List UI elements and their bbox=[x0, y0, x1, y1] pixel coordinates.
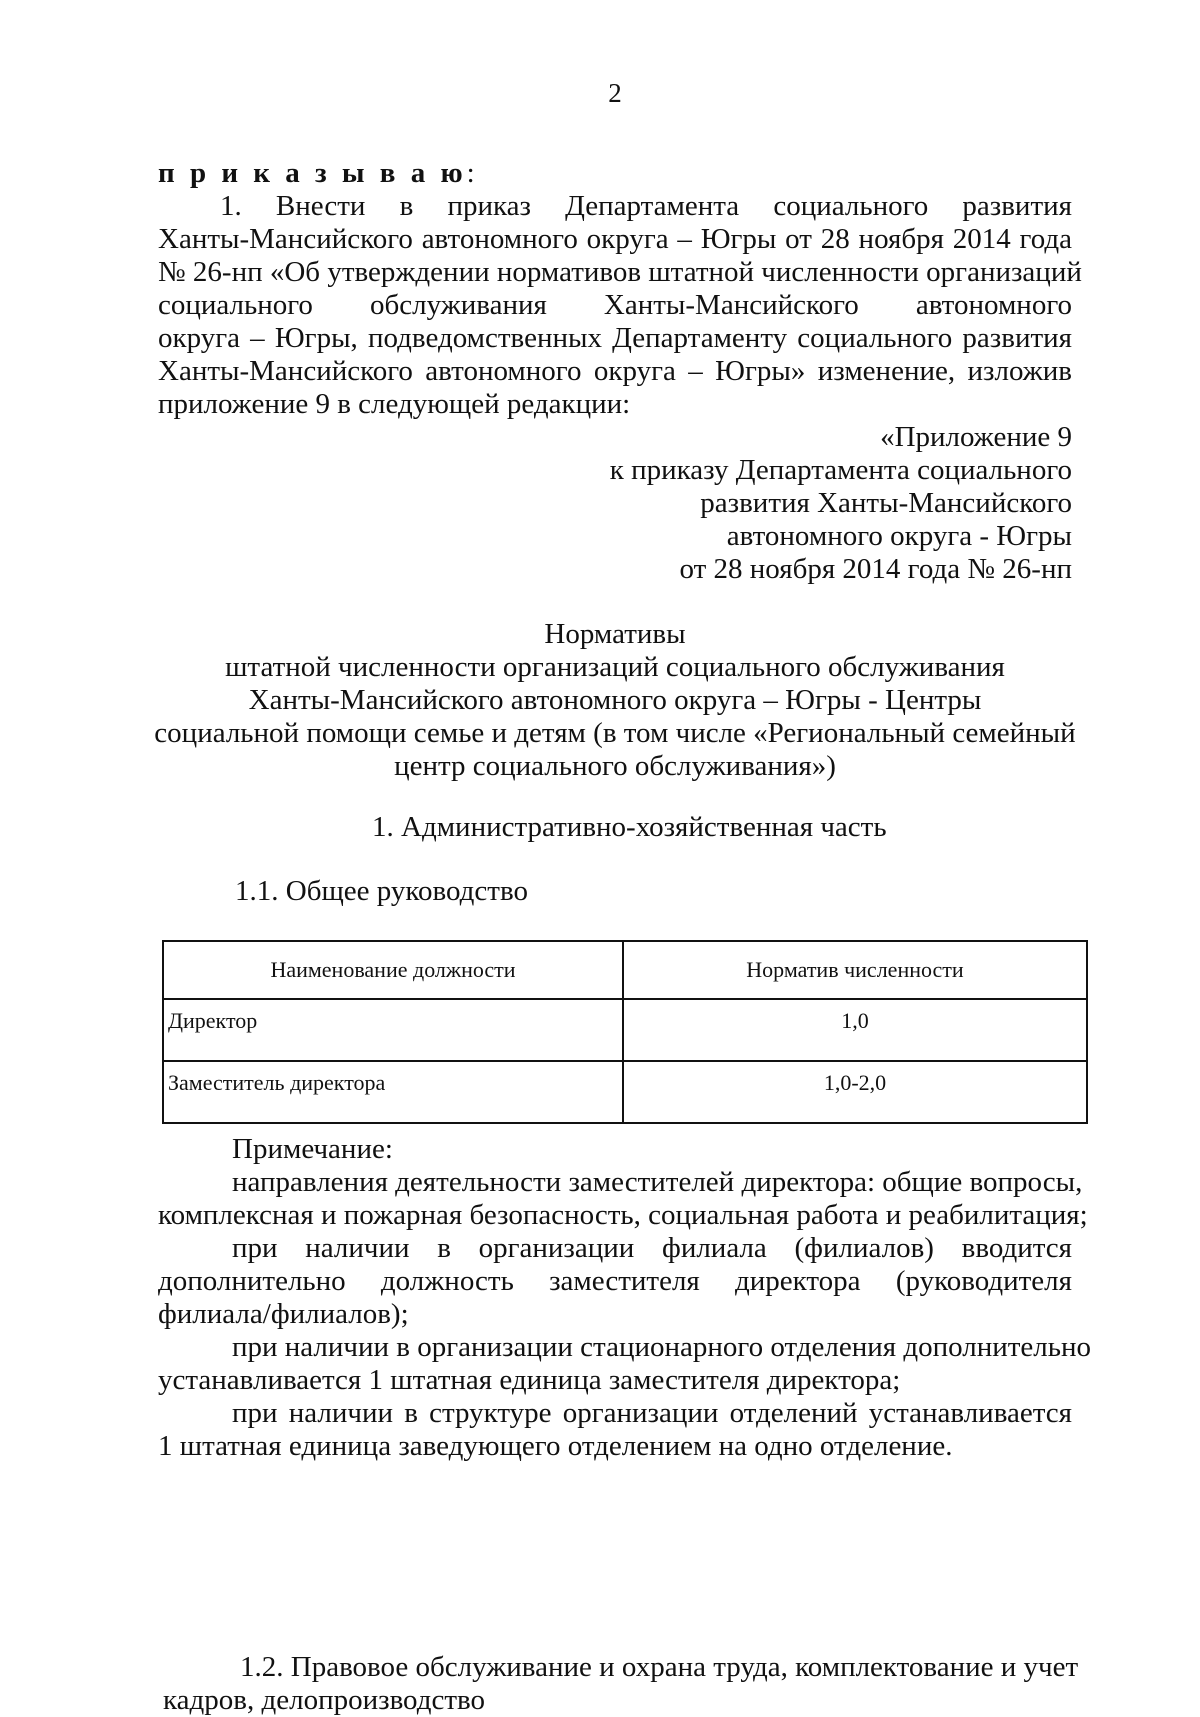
order-word bbox=[158, 157, 475, 190]
table-cell-position: Заместитель директора bbox=[163, 1061, 623, 1123]
appendix-line: к приказу Департамента социального bbox=[609, 454, 1072, 486]
table-header-norm: Норматив численности bbox=[623, 941, 1087, 999]
table-row bbox=[163, 999, 1087, 1061]
table-cell-norm: 1,0-2,0 bbox=[623, 1061, 1087, 1123]
table-cell-position: Директор bbox=[163, 999, 623, 1061]
table-row bbox=[163, 1061, 1087, 1123]
paragraph-line: приложение 9 в следующей редакции: bbox=[158, 388, 631, 420]
paragraph-line: № 26-нп «Об утверждении нормативов штатной численности организаций bbox=[158, 256, 1082, 288]
page-number: 2 bbox=[608, 78, 622, 108]
note-line: филиала/филиалов); bbox=[158, 1298, 409, 1330]
table-header-position: Наименование должности bbox=[163, 941, 623, 999]
note-line: дополнительно должность заместителя директора (руководителя bbox=[158, 1265, 1072, 1297]
note-title: Примечание: bbox=[232, 1133, 393, 1165]
note-line: комплексная и пожарная безопасность, социальная работа и реабилитация; bbox=[158, 1199, 1088, 1231]
order-word-colon: : bbox=[466, 157, 475, 189]
note-line: устанавливается 1 штатная единица заместителя директора; bbox=[158, 1364, 901, 1396]
appendix-line: развития Ханты-Мансийского bbox=[700, 487, 1072, 519]
table-header-row bbox=[163, 941, 1087, 999]
appendix-line: автономного округа - Югры bbox=[726, 520, 1072, 552]
note-line: при наличии в организации филиала (филиалов) вводится bbox=[232, 1232, 1072, 1264]
note-line: направления деятельности заместителей директора: общие вопросы, bbox=[232, 1166, 1083, 1198]
subsection-heading-2: 1.2. Правовое обслуживание и охрана труда, комплектование и учет bbox=[240, 1651, 1079, 1683]
paragraph-line: социального обслуживания Ханты-Мансийского автономного bbox=[158, 289, 1072, 321]
note-line: при наличии в структуре организации отделений устанавливается bbox=[232, 1397, 1072, 1429]
title-line: Ханты-Мансийского автономного округа – Югры - Центры bbox=[248, 684, 982, 716]
order-word-text: п р и к а з ы в а ю bbox=[158, 157, 467, 189]
note-line: 1 штатная единица заведующего отделением на одно отделение. bbox=[158, 1430, 953, 1462]
title-line: Нормативы bbox=[544, 618, 686, 650]
table-cell-norm: 1,0 bbox=[623, 999, 1087, 1061]
paragraph-line: 1. Внести в приказ Департамента социального развития bbox=[220, 190, 1072, 222]
paragraph-line: округа – Югры, подведомственных Департаменту социального развития bbox=[158, 322, 1072, 354]
title-line: центр социального обслуживания») bbox=[394, 750, 836, 782]
note-line: при наличии в организации стационарного отделения дополнительно bbox=[232, 1331, 1091, 1363]
paragraph-line: Ханты-Мансийского автономного округа – Югры от 28 ноября 2014 года bbox=[158, 223, 1072, 255]
staffing-table bbox=[162, 940, 1088, 1124]
paragraph-line: Ханты-Мансийского автономного округа – Югры» изменение, изложив bbox=[158, 355, 1072, 387]
title-line: штатной численности организаций социального обслуживания bbox=[225, 651, 1005, 683]
title-line: социальной помощи семье и детям (в том числе «Региональный семейный bbox=[154, 717, 1076, 749]
appendix-line: от 28 ноября 2014 года № 26-нп bbox=[679, 553, 1072, 585]
subsection-heading-2-continued: кадров, делопроизводство bbox=[163, 1684, 486, 1716]
section-heading: 1. Административно-хозяйственная часть bbox=[372, 811, 887, 843]
appendix-line: «Приложение 9 bbox=[880, 421, 1072, 453]
subsection-heading: 1.1. Общее руководство bbox=[235, 875, 528, 907]
